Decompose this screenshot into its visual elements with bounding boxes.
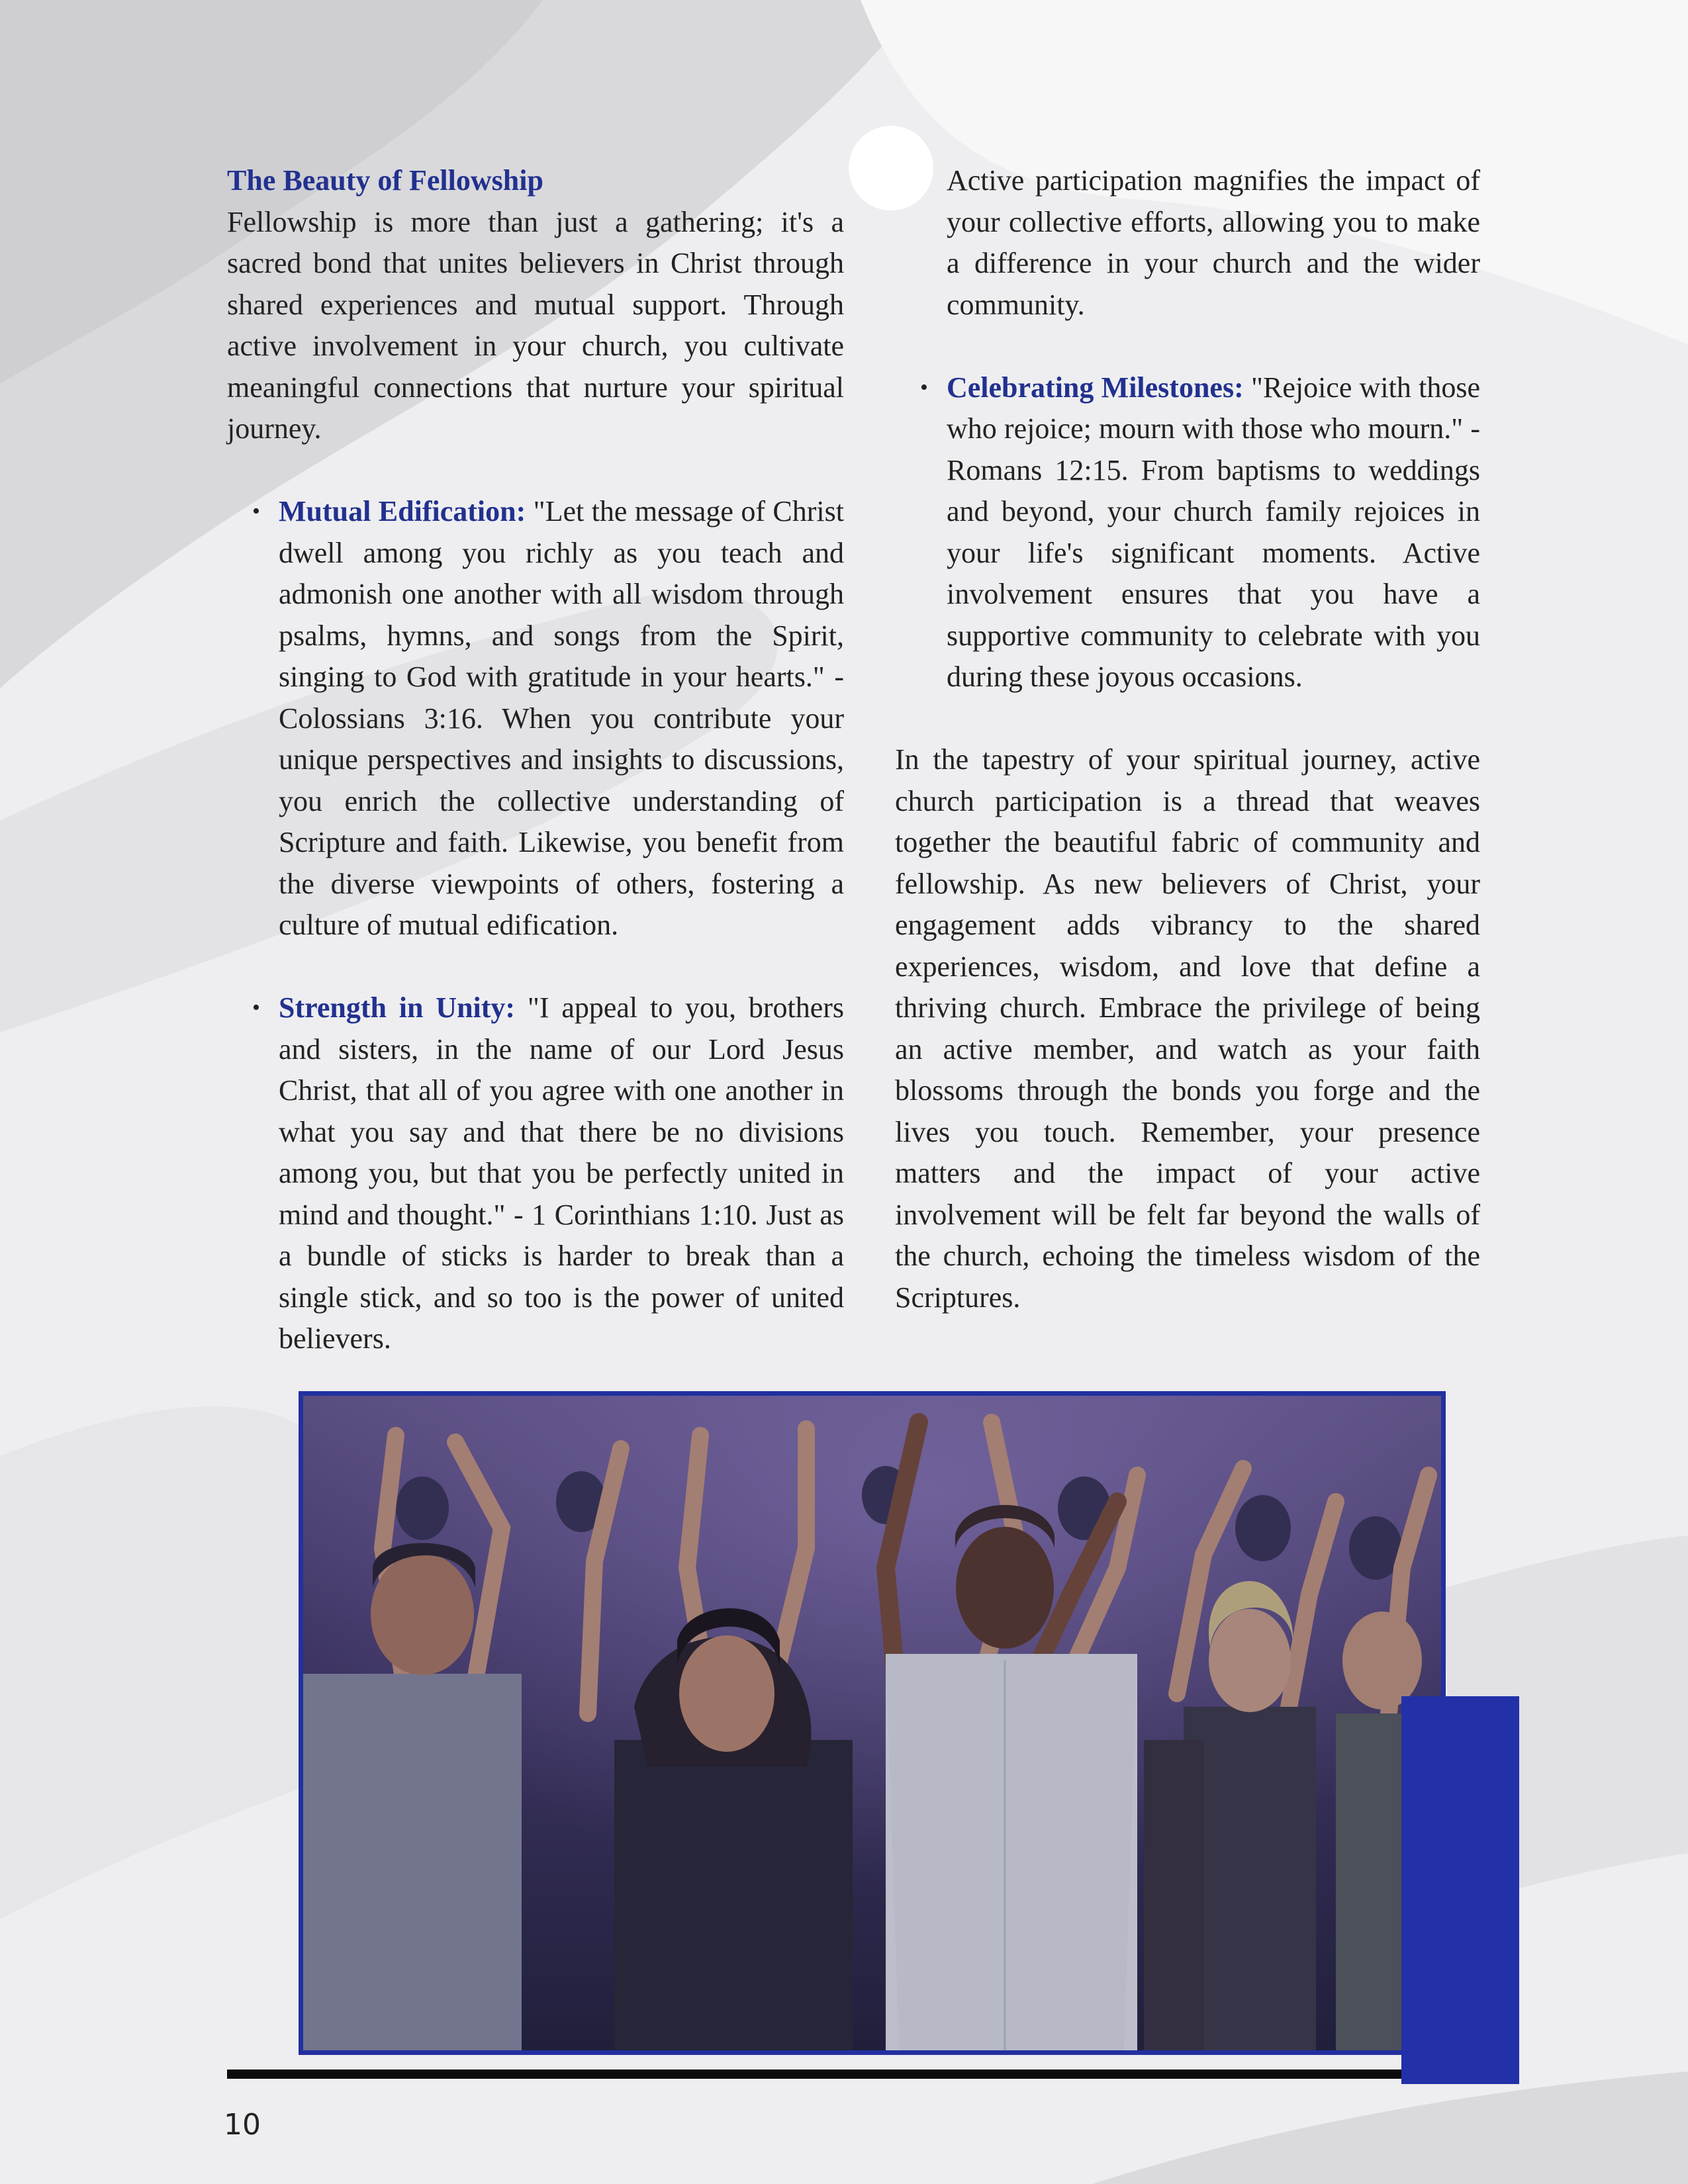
bullet-item-mutual-edification xyxy=(227,491,844,946)
bullet-term: Celebrating Milestones: xyxy=(947,371,1244,404)
bullet-icon: • xyxy=(252,499,260,523)
continuation-paragraph: Active participation magnifies the impact of your collective efforts, allowing you to make a difference in your church and the wider community. xyxy=(947,164,1480,321)
bullet-text: "Let the message of Christ dwell among you richly as you teach and admonish one another with all wisdom through psalms, hymns, and songs from the Spirit, singing to God with gratitude in your hearts." - Colossians 3:16. When you contribute your unique perspectives and insights to discussions, you enrich the collective understanding of Scripture and faith. Likewise, you benefit from the diverse viewpoints of others, fostering a culture of mutual edification. xyxy=(279,495,844,941)
bullet-list-left-2 xyxy=(227,987,844,1360)
bullet-text: "Rejoice with those who rejoice; mourn with those who mourn." - Romans 12:15. From baptisms to weddings and beyond, your church family rejoices in your life's significant moments. Active involvement ensures that you have a supportive community to celebrate with you during these joyous occasions. xyxy=(947,371,1480,693)
left-column xyxy=(227,160,844,1360)
intro-paragraph: Fellowship is more than just a gathering; it's a sacred bond that unites believers in Christ through shared experiences and mutual support. Through active involvement in your church, you cultivate meaningful connections that nurture your spiritual journey. xyxy=(227,205,844,445)
bullet-icon: • xyxy=(920,375,928,400)
section-heading: The Beauty of Fellowship xyxy=(227,164,543,197)
right-column xyxy=(895,160,1480,1318)
bullet-item-strength-in-unity xyxy=(227,987,844,1360)
worship-photo-illustration xyxy=(303,1396,1441,2050)
bullet-item-celebrating-milestones xyxy=(895,367,1480,698)
bullet-term: Strength in Unity: xyxy=(279,991,516,1024)
worship-photo xyxy=(303,1396,1441,2050)
footer-rule xyxy=(227,2070,1401,2079)
closing-paragraph: In the tapestry of your spiritual journey, active church participation is a thread that weaves together the beautiful fabric of community and fellowship. As new believers of Christ, your engagement adds vibrancy to the shared experiences, wisdom, and love that define a thriving church. Embrace the privilege of being an active member, and watch as your faith blossoms through the bonds you forge and the lives you touch. Remember, your presence matters and the impact of your active involvement will be felt far beyond the walls of the church, echoing the timeless wisdom of the Scriptures. xyxy=(895,743,1480,1314)
bullet-list-left xyxy=(227,491,844,946)
bullet-term: Mutual Edification: xyxy=(279,495,526,527)
bullet-icon: • xyxy=(252,995,260,1020)
accent-block xyxy=(1401,1696,1519,2084)
bullet-list-right xyxy=(895,367,1480,698)
page-number: 10 xyxy=(224,2108,261,2142)
bullet-text: "I appeal to you, brothers and sisters, in the name of our Lord Jesus Christ, that all of you agree with one another in what you say and that there be no divisions among you, but that you be perfectly united in mind and thought." - 1 Corinthians 1:10. Just as a bundle of sticks is harder to break than a single stick, and so too is the power of united believers. xyxy=(279,991,844,1355)
